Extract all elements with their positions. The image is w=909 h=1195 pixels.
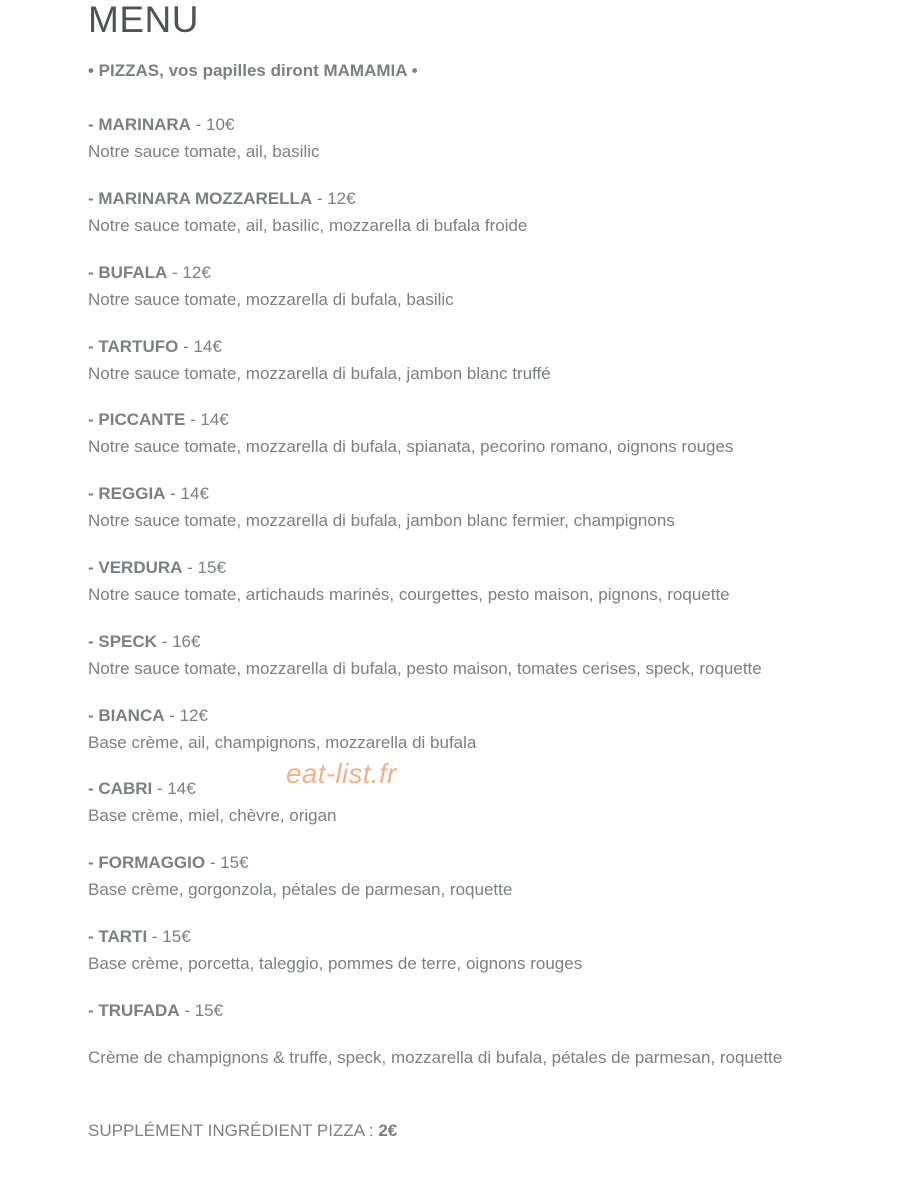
menu-title: MENU bbox=[88, 0, 199, 40]
item-description: Crème de champignons & truffe, speck, mozzarella di bufala, pétales de parmesan, roquette bbox=[88, 1048, 783, 1067]
menu-item-tartufo bbox=[88, 336, 888, 385]
item-description: Notre sauce tomate, mozzarella di bufala, pesto maison, tomates cerises, speck, roquette bbox=[88, 659, 762, 678]
item-name: - CABRI bbox=[88, 779, 153, 798]
menu-item-cabri bbox=[88, 778, 888, 827]
item-name: - TARTI bbox=[88, 927, 148, 946]
item-price: - 15€ bbox=[205, 853, 249, 872]
item-price: - 12€ bbox=[164, 706, 208, 725]
item-price: - 15€ bbox=[147, 927, 191, 946]
menu-item-trufada bbox=[88, 1000, 888, 1069]
supplement-note bbox=[88, 1120, 397, 1142]
item-description: Notre sauce tomate, ail, basilic bbox=[88, 142, 320, 161]
item-description: Notre sauce tomate, ail, basilic, mozzarella di bufala froide bbox=[88, 216, 528, 235]
supplement-label: SUPPLÉMENT INGRÉDIENT PIZZA : bbox=[88, 1121, 379, 1140]
item-name: - FORMAGGIO bbox=[88, 853, 206, 872]
item-description: Notre sauce tomate, mozzarella di bufala, jambon blanc fermier, champignons bbox=[88, 511, 675, 530]
menu-item-bianca bbox=[88, 705, 888, 754]
item-description: Base crème, gorgonzola, pétales de parmesan, roquette bbox=[88, 880, 513, 899]
item-price: - 14€ bbox=[165, 484, 209, 503]
item-price: - 10€ bbox=[190, 115, 235, 134]
menu-item-marinara bbox=[88, 114, 888, 163]
item-name: - MARINARA bbox=[88, 115, 191, 134]
item-price: - 12€ bbox=[312, 189, 356, 208]
watermark-text: eat-list.fr bbox=[286, 758, 397, 789]
item-price: - 15€ bbox=[182, 558, 226, 577]
item-name: - SPECK bbox=[88, 632, 157, 651]
item-name: - TARTUFO bbox=[88, 337, 179, 356]
item-description: Notre sauce tomate, artichauds marinés, courgettes, pesto maison, pignons, roquette bbox=[88, 585, 730, 604]
item-name: - MARINARA MOZZARELLA bbox=[88, 189, 313, 208]
menu-item-verdura bbox=[88, 557, 888, 606]
item-name: - BUFALA bbox=[88, 263, 168, 282]
menu-item-speck bbox=[88, 631, 888, 680]
item-price: - 14€ bbox=[152, 779, 196, 798]
menu-item-tarti bbox=[88, 926, 888, 975]
supplement-price: 2€ bbox=[378, 1121, 398, 1140]
menu-item-reggia bbox=[88, 483, 888, 532]
item-description: Notre sauce tomate, mozzarella di bufala, jambon blanc truffé bbox=[88, 364, 551, 383]
item-description: Base crème, ail, champignons, mozzarella di bufala bbox=[88, 733, 477, 752]
item-price: - 15€ bbox=[179, 1001, 224, 1020]
section-subtitle: • PIZZAS, vos papilles diront MAMAMIA • bbox=[88, 61, 418, 80]
item-description: Base crème, miel, chèvre, origan bbox=[88, 806, 337, 825]
menu-item-formaggio bbox=[88, 852, 888, 901]
item-name: - REGGIA bbox=[88, 484, 166, 503]
item-name: - PICCANTE bbox=[88, 410, 186, 429]
item-description: Base crème, porcetta, taleggio, pommes de terre, oignons rouges bbox=[88, 954, 583, 973]
menu-item-bufala bbox=[88, 262, 888, 311]
item-price: - 14€ bbox=[178, 337, 222, 356]
item-name: - TRUFADA bbox=[88, 1001, 180, 1020]
item-description: Notre sauce tomate, mozzarella di bufala, spianata, pecorino romano, oignons rouges bbox=[88, 437, 734, 456]
item-name: - BIANCA bbox=[88, 706, 165, 725]
menu-item-marinara-mozzarella bbox=[88, 188, 888, 237]
item-name: - VERDURA bbox=[88, 558, 183, 577]
menu-item-piccante bbox=[88, 409, 888, 458]
item-description: Notre sauce tomate, mozzarella di bufala, basilic bbox=[88, 290, 454, 309]
item-price: - 14€ bbox=[185, 410, 229, 429]
item-price: - 12€ bbox=[167, 263, 211, 282]
item-price: - 16€ bbox=[156, 632, 201, 651]
